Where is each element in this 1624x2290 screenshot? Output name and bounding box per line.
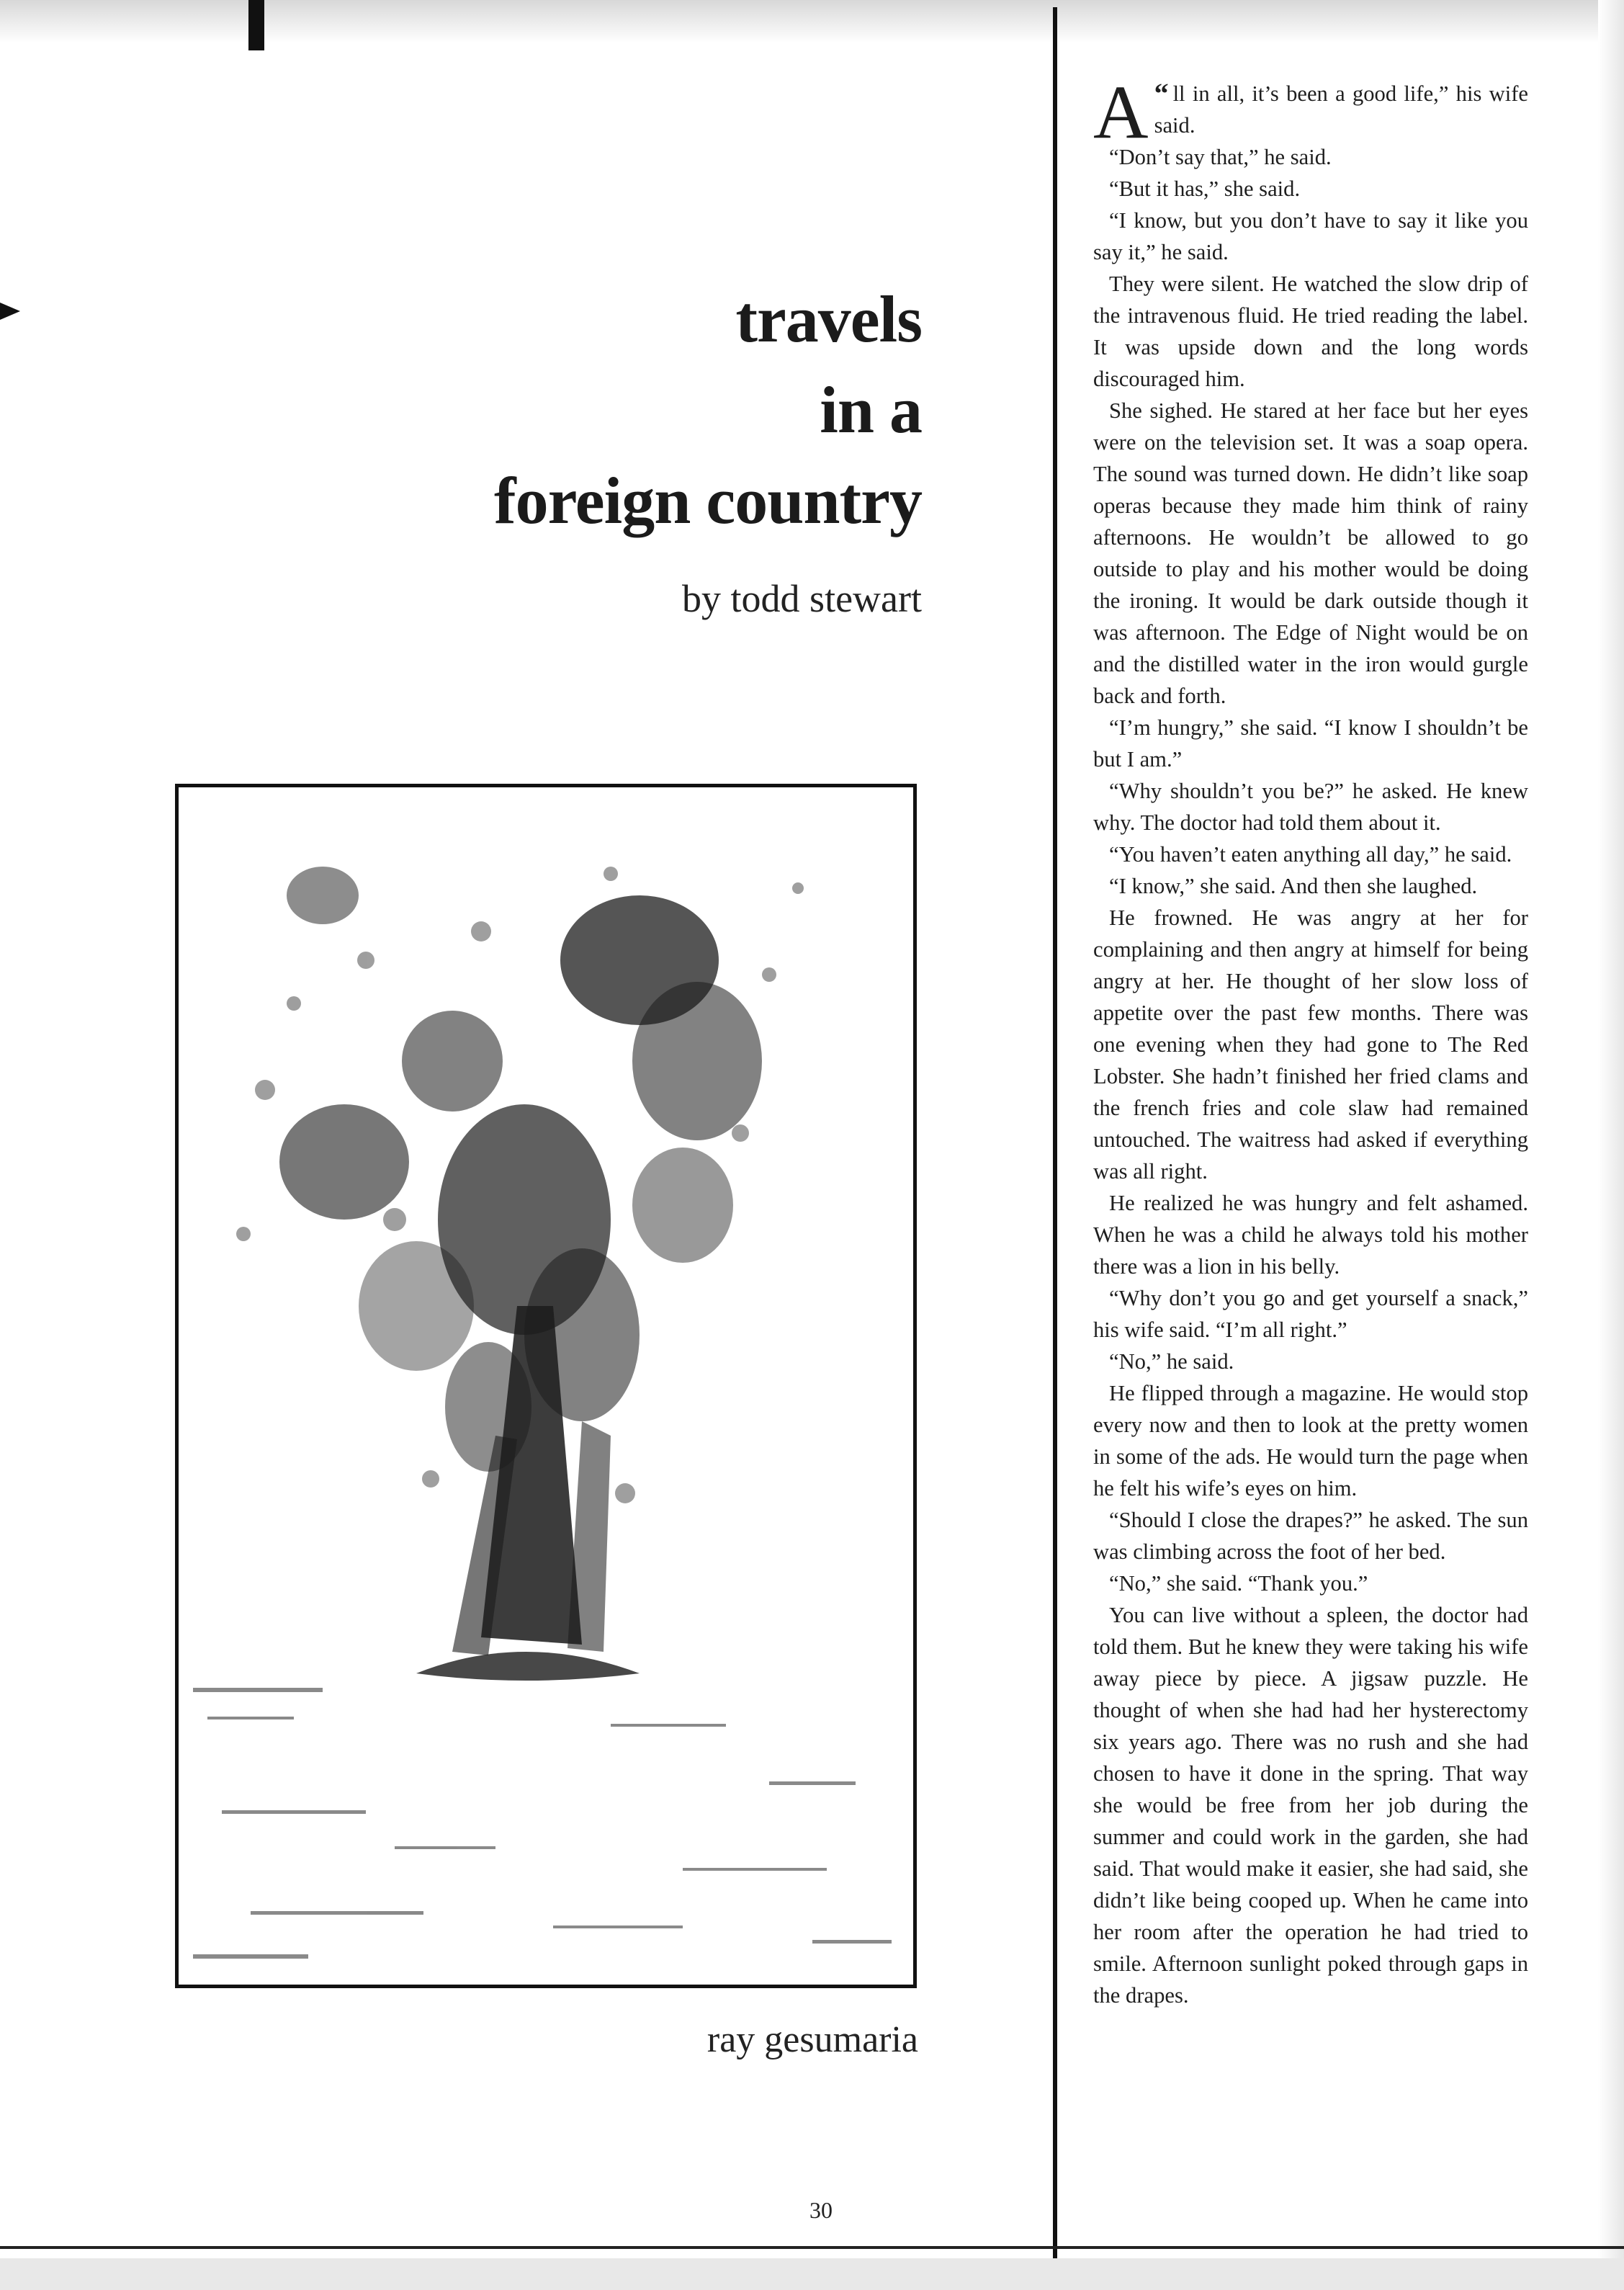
story-paragraph: “I know, but you don’t have to say it like you say it,” he said. (1093, 208, 1528, 264)
title-line-3: foreign country (493, 464, 922, 537)
scan-left-notch (0, 303, 20, 320)
artist-credit: ray gesumaria (706, 2019, 918, 2060)
story-paragraph: “No,” he said. (1109, 1349, 1234, 1374)
story-paragraph (1093, 70, 1528, 154)
tree-illustration (179, 787, 913, 1985)
story-paragraph: “I know,” she said. And then she laughed. (1109, 874, 1478, 898)
scan-right-shadow (1598, 0, 1624, 2290)
column-divider (1053, 7, 1057, 2284)
story-paragraph: You can live without a spleen, the doctor had told them. But he knew they were taking his wife away piece by piece. A jigsaw puzzle. He thought of when she had had her hysterectomy six years ago. There was no rush and she had chosen to have it done in the spring. That way she would be free from her job during the summer and could work in the garden, she had said. That would make it easier, she had said, she didn’t like being cooped up. When he came into her room after the operation he had tried to smile. Afternoon sunlight poked through gaps in the drapes. (1093, 1603, 1528, 2008)
story-paragraph: They were silent. He watched the slow drip of the intravenous fluid. He tried reading the label. It was upside down and the long words discouraged him. (1093, 272, 1528, 391)
story-paragraph: He realized he was hungry and felt ashamed. When he was a child he always told his mother there was a lion in his belly. (1093, 1191, 1528, 1279)
story-paragraph: “I’m hungry,” she said. “I know I shouldn’t be but I am.” (1093, 715, 1528, 771)
story-paragraph: “No,” she said. “Thank you.” (1109, 1571, 1368, 1596)
scan-top-shadow (0, 0, 1624, 43)
story-paragraph: “Should I close the drapes?” he asked. The sun was climbing across the foot of her bed. (1093, 1508, 1528, 1564)
bottom-rule (0, 2246, 1624, 2249)
story-column (1093, 70, 1528, 2011)
story-paragraph: She sighed. He stared at her face but her eyes were on the television set. It was a soap opera. The sound was turned down. He didn’t like soap operas because they made him think of rainy afternoons. He wouldn’t be allowed to go outside to play and his mother would be doing the ironing. It would be dark outside though it was afternoon. The Edge of Night would be on and the distilled water in the iron would gurgle back and forth. (1093, 398, 1528, 708)
story-paragraph: “Why shouldn’t you be?” he asked. He knew why. The doctor had told them about it. (1093, 779, 1528, 835)
story-paragraph: He frowned. He was angry at her for complaining and then angry at himself for being angry at her. He thought of her slow loss of appetite over the past few months. There was one evening when they had gone to The Red Lobster. She hadn’t finished her fried clams and the french fries and cole slaw had remained untouched. The waitress had asked if everything was all right. (1093, 905, 1528, 1184)
title-line-1: travels (735, 282, 922, 356)
page-number: 30 (809, 2197, 833, 2223)
illustration-frame (175, 784, 917, 1988)
story-paragraph: He flipped through a magazine. He would stop every now and then to look at the pretty women in some of the ads. He would turn the page when he felt his wife’s eyes on him. (1093, 1381, 1528, 1500)
story-paragraph: “Why don’t you go and get yourself a snack,” his wife said. “I’m all right.” (1093, 1286, 1528, 1342)
story-paragraph: “But it has,” she said. (1109, 176, 1301, 201)
scan-corner-mark (248, 0, 264, 50)
story-title (432, 274, 922, 546)
story-paragraph: “You haven’t eaten anything all day,” he said. (1109, 842, 1512, 867)
story-text: ll in all, it’s been a good life,” his wife said. (1154, 81, 1528, 138)
scan-bottom-shadow (0, 2258, 1624, 2290)
opening-quote-mark: “ (1154, 77, 1169, 109)
author-byline: by todd stewart (682, 577, 922, 620)
title-line-2: in a (820, 373, 922, 447)
drop-cap: A (1093, 70, 1149, 154)
story-paragraph: “Don’t say that,” he said. (1109, 145, 1332, 169)
